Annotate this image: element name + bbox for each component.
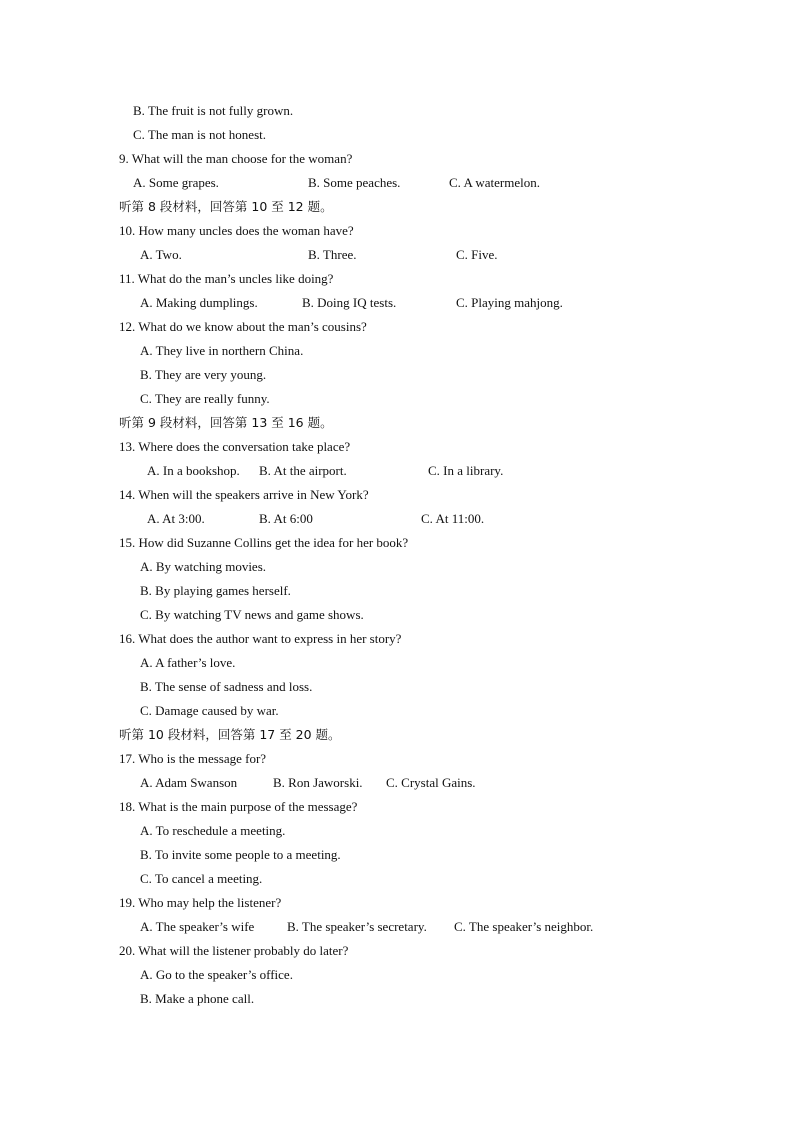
question-9: 9. What will the man choose for the woman? bbox=[119, 151, 353, 166]
q19-option-a: A. The speaker’s wife bbox=[140, 919, 255, 934]
question-18: 18. What is the main purpose of the message? bbox=[119, 799, 358, 814]
q10-option-a: A. Two. bbox=[140, 247, 182, 262]
q17-option-b: B. Ron Jaworski. bbox=[273, 775, 363, 790]
q17-option-a: A. Adam Swanson bbox=[140, 775, 238, 790]
q10-option-b: B. Three. bbox=[308, 247, 357, 262]
q20-option-a: A. Go to the speaker’s office. bbox=[140, 967, 293, 982]
q16-option-b: B. The sense of sadness and loss. bbox=[140, 679, 313, 694]
question-12: 12. What do we know about the man’s cousins? bbox=[119, 319, 367, 334]
q9-option-c: C. A watermelon. bbox=[449, 175, 540, 190]
q9-option-b: B. Some peaches. bbox=[308, 175, 401, 190]
q20-option-b: B. Make a phone call. bbox=[140, 991, 255, 1006]
q16-option-c: C. Damage caused by war. bbox=[140, 703, 279, 718]
q12-option-c: C. They are really funny. bbox=[140, 391, 270, 406]
q18-option-a: A. To reschedule a meeting. bbox=[140, 823, 286, 838]
q11-option-b: B. Doing IQ tests. bbox=[302, 295, 397, 310]
q13-option-c: C. In a library. bbox=[428, 463, 504, 478]
q11-option-c: C. Playing mahjong. bbox=[456, 295, 563, 310]
question-20: 20. What will the listener probably do later? bbox=[119, 943, 349, 958]
question-19: 19. Who may help the listener? bbox=[119, 895, 282, 910]
q12-option-a: A. They live in northern China. bbox=[140, 343, 304, 358]
q12-option-b: B. They are very young. bbox=[140, 367, 267, 382]
question-11: 11. What do the man’s uncles like doing? bbox=[119, 271, 334, 286]
q11-option-a: A. Making dumplings. bbox=[140, 295, 258, 310]
question-14: 14. When will the speakers arrive in New York? bbox=[119, 487, 369, 502]
section-header-8: 听第 8 段材料，回答第 10 至 12 题。 bbox=[119, 199, 333, 214]
question-10: 10. How many uncles does the woman have? bbox=[119, 223, 354, 238]
question-15: 15. How did Suzanne Collins get the idea for her book? bbox=[119, 535, 409, 550]
section-header-10: 听第 10 段材料，回答第 17 至 20 题。 bbox=[119, 727, 341, 742]
q13-option-a: A. In a bookshop. bbox=[147, 463, 240, 478]
q19-option-b: B. The speaker’s secretary. bbox=[287, 919, 427, 934]
q18-option-b: B. To invite some people to a meeting. bbox=[140, 847, 341, 862]
q8-option-b: B. The fruit is not fully grown. bbox=[133, 103, 294, 118]
q9-option-a: A. Some grapes. bbox=[133, 175, 219, 190]
q8-option-c: C. The man is not honest. bbox=[133, 127, 267, 142]
q15-option-a: A. By watching movies. bbox=[140, 559, 267, 574]
q14-option-c: C. At 11:00. bbox=[421, 511, 485, 526]
q19-option-c: C. The speaker’s neighbor. bbox=[454, 919, 594, 934]
q18-option-c: C. To cancel a meeting. bbox=[140, 871, 263, 886]
question-13: 13. Where does the conversation take place? bbox=[119, 439, 351, 454]
question-17: 17. Who is the message for? bbox=[119, 751, 267, 766]
question-16: 16. What does the author want to express in her story? bbox=[119, 631, 402, 646]
q15-option-c: C. By watching TV news and game shows. bbox=[140, 607, 364, 622]
q13-option-b: B. At the airport. bbox=[259, 463, 347, 478]
q15-option-b: B. By playing games herself. bbox=[140, 583, 291, 598]
q14-option-b: B. At 6:00 bbox=[259, 511, 313, 526]
q17-option-c: C. Crystal Gains. bbox=[386, 775, 476, 790]
q10-option-c: C. Five. bbox=[456, 247, 498, 262]
section-header-9: 听第 9 段材料，回答第 13 至 16 题。 bbox=[119, 415, 333, 430]
q14-option-a: A. At 3:00. bbox=[147, 511, 205, 526]
q16-option-a: A. A father’s love. bbox=[140, 655, 236, 670]
